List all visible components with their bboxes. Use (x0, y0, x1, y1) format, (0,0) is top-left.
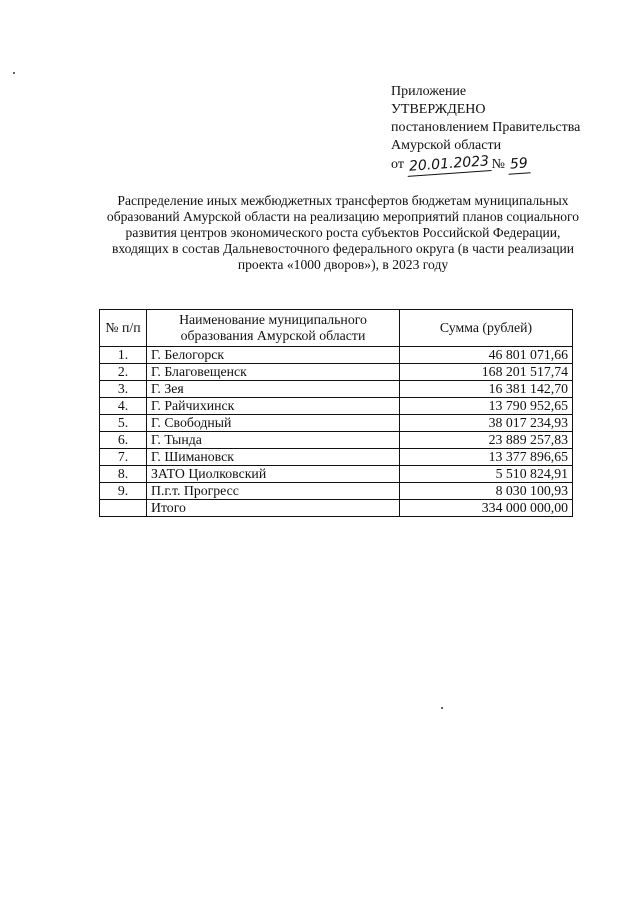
distribution-table (99, 309, 573, 517)
table-row (100, 364, 573, 381)
table-row (100, 347, 573, 364)
number-prefix: № (491, 157, 505, 172)
row-name: Г. Благовещенск (147, 364, 400, 381)
row-num: 3. (100, 381, 147, 398)
table-header-row (100, 310, 573, 347)
row-sum: 13 377 896,65 (400, 449, 573, 466)
handwritten-number: 59 (508, 154, 531, 174)
row-name: Г. Белогорск (147, 347, 400, 364)
row-num: 9. (100, 483, 147, 500)
row-sum: 16 381 142,70 (400, 381, 573, 398)
row-sum: 38 017 234,93 (400, 415, 573, 432)
table-total-row (100, 500, 573, 517)
row-name: Г. Шимановск (147, 449, 400, 466)
date-prefix: от (391, 157, 404, 172)
handwritten-date: 20.01.2023 (407, 152, 492, 177)
scan-speck (13, 72, 15, 74)
row-name: Г. Зея (147, 381, 400, 398)
table-row (100, 483, 573, 500)
approval-appendix-label: Приложение (391, 84, 467, 99)
table-row (100, 432, 573, 449)
table-row (100, 381, 573, 398)
row-sum: 46 801 071,66 (400, 347, 573, 364)
row-sum: 5 510 824,91 (400, 466, 573, 483)
row-num: 4. (100, 398, 147, 415)
approval-date-line (391, 155, 606, 174)
row-num: 8. (100, 466, 147, 483)
row-num: 7. (100, 449, 147, 466)
row-sum: 23 889 257,83 (400, 432, 573, 449)
scan-speck (441, 707, 443, 709)
approval-resolution-line: постановлением Правительства (391, 120, 581, 135)
row-name: П.г.т. Прогресс (147, 483, 400, 500)
row-name: Г. Тында (147, 432, 400, 449)
row-name: ЗАТО Циолковский (147, 466, 400, 483)
row-num: 2. (100, 364, 147, 381)
header-num: № п/п (100, 310, 147, 347)
table-row (100, 415, 573, 432)
row-num: 6. (100, 432, 147, 449)
row-num: 5. (100, 415, 147, 432)
table-row (100, 398, 573, 415)
row-sum: 168 201 517,74 (400, 364, 573, 381)
approval-approved-label: УТВЕРЖДЕНО (391, 102, 486, 117)
row-num: 1. (100, 347, 147, 364)
row-name: Г. Свободный (147, 415, 400, 432)
total-num (100, 500, 147, 517)
total-label: Итого (147, 500, 400, 517)
approval-block (391, 83, 606, 174)
table-row (100, 466, 573, 483)
table-row (100, 449, 573, 466)
row-name: Г. Райчихинск (147, 398, 400, 415)
row-sum: 8 030 100,93 (400, 483, 573, 500)
total-sum: 334 000 000,00 (400, 500, 573, 517)
header-name: Наименование муниципального образования Амурской области (147, 310, 400, 347)
header-sum: Сумма (рублей) (400, 310, 573, 347)
document-title: Распределение иных межбюджетных трансфертов бюджетам муниципальных образований Амурской области на реализацию мероприятий планов социального развития центров экономического роста субъектов Российской Федерации, входящих в состав Дальневосточного федерального округа (в части реализации проекта «1000 дворов»), в 2023 году (106, 193, 580, 272)
approval-region-line: Амурской области (391, 138, 502, 153)
row-sum: 13 790 952,65 (400, 398, 573, 415)
